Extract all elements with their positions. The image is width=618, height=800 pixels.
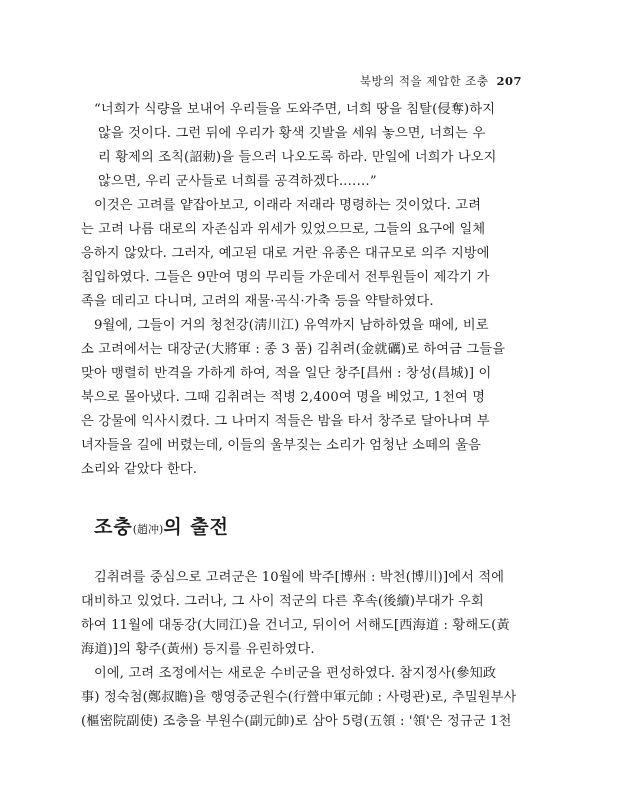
text-line: 녀자들을 길에 버렸는데, 이들의 울부짖는 소리가 엄청난 소떼의 울음 bbox=[81, 438, 481, 453]
section-heading bbox=[94, 512, 229, 539]
text-line: 대비하고 있었다. 그러나, 그 사이 적군의 다른 후속(後續)부대가 우회 bbox=[81, 594, 484, 609]
text-line: 는 고려 나름 대로의 자존심과 위세가 있었으므로, 그들의 요구에 일체 bbox=[81, 222, 486, 237]
page-number: 207 bbox=[496, 74, 522, 88]
text-line: 침입하였다. 그들은 9만여 명의 무리들 가운데서 전투원들이 제각기 가 bbox=[81, 270, 490, 285]
text-line: 소 고려에서는 대장군(大將軍 : 종 3 품) 김취려(金就礪)로 하여금 그들을 bbox=[81, 342, 506, 357]
text-line: (樞密院副使) 조충을 부원수(副元帥)로 삼아 5령(五領 : '領'은 정규군 1천 bbox=[81, 714, 512, 729]
text-line: 海道)]의 황주(黃州) 등지를 유린하였다. bbox=[81, 642, 315, 657]
text-line: 이에, 고려 조정에서는 새로운 수비군을 편성하였다. 참지정사(參知政 bbox=[94, 666, 497, 681]
text-line: 이것은 고려를 얕잡아보고, 이래라 저래라 명령하는 것이었다. 고려 bbox=[94, 198, 482, 213]
text-line: 않을 것이다. 그런 뒤에 우리가 황색 깃발을 세워 놓으면, 너희는 우 bbox=[98, 126, 486, 141]
text-line: 응하지 않았다. 그러자, 예고된 대로 거란 유종은 대규모로 의주 지방에 bbox=[81, 246, 490, 261]
text-line: “너희가 식량을 보내어 우리들을 도와주면, 너희 땅을 침탈(侵奪)하지 bbox=[94, 102, 496, 117]
text-line: 은 강물에 익사시켰다. 그 나머지 적들은 밤을 타서 창주로 달아나며 부 bbox=[81, 414, 490, 429]
section-heading-name: 조충 bbox=[94, 516, 133, 538]
text-line: 9월에, 그들이 거의 청천강(淸川江) 유역까지 남하하였을 때에, 비로 bbox=[94, 318, 489, 333]
text-line: 리 황제의 조칙(詔勅)을 들으러 나오도록 하라. 만일에 너희가 나오지 bbox=[98, 150, 497, 165]
text-line: 김취려를 중심으로 고려군은 10월에 박주[博州 : 박천(博川)]에서 적에 bbox=[94, 570, 505, 585]
section-heading-suffix: 의 출전 bbox=[163, 516, 229, 538]
text-line: 하여 11월에 대동강(大同江)을 건너고, 뒤이어 서해도[西海道 : 황해도(黃 bbox=[81, 618, 510, 633]
text-line: 事) 정숙첨(鄭叔瞻)을 행영중군원수(行營中軍元帥 : 사령관)로, 추밀원부사 bbox=[81, 690, 517, 705]
text-line: 북으로 몰아냈다. 그때 김취려는 적병 2,400여 명을 베었고, 1천여 명 bbox=[81, 390, 486, 405]
text-line: 소리와 같았다 한다. bbox=[81, 462, 198, 477]
text-line: 않으면, 우리 군사들로 너희를 공격하겠다.……” bbox=[98, 174, 377, 189]
running-title: 북방의 적을 제압한 조충 bbox=[359, 74, 489, 88]
text-line: 맞아 맹렬히 반격을 가하게 하여, 적을 일단 창주[昌州 : 창성(昌城)] 이 bbox=[81, 366, 492, 381]
running-header bbox=[360, 73, 522, 89]
text-line: 족을 데리고 다니며, 고려의 재물·곡식·가축 등을 약탈하였다. bbox=[81, 294, 434, 309]
section-heading-hanja: (趙冲) bbox=[132, 523, 164, 536]
